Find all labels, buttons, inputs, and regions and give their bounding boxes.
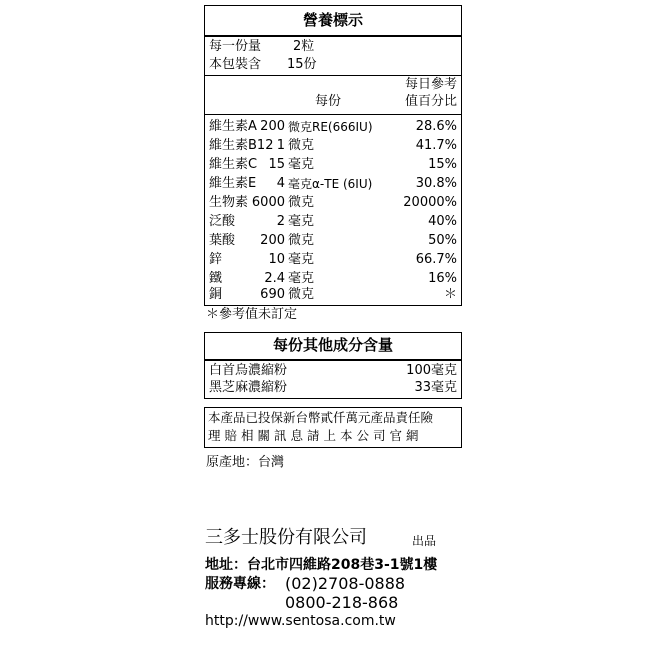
nutrient-dv: 41.7% (415, 138, 457, 153)
nutrient-unit: 微克 (288, 195, 315, 210)
phone-number-2: 0800-218-868 (285, 593, 399, 612)
other-components-panel (204, 332, 462, 399)
nutrient-dv: 16% (428, 271, 457, 286)
servings-per-pack-value: 15份 (287, 57, 317, 72)
company-suffix: 出品 (412, 534, 437, 548)
nutrient-dv: 20000% (403, 195, 457, 210)
component-value: 100毫克 (406, 363, 457, 378)
nutrient-dv: 15% (428, 157, 457, 172)
nutrient-unit: 毫克 (288, 271, 315, 286)
nutrient-name: 泛酸 (209, 214, 236, 229)
nutrient-unit: 微克 (288, 138, 315, 153)
nutrient-unit: 毫克 (288, 157, 315, 172)
company-name: 三多士股份有限公司 (205, 527, 367, 548)
nutrient-amount: 15 (268, 157, 285, 172)
nutrient-dv: ＊ (443, 287, 457, 302)
company-address: 地址：台北市四維路208巷3-1號1樓 (205, 557, 438, 573)
serving-size-label: 每一份量 (209, 39, 262, 54)
nutrient-amount: 6000 (251, 195, 285, 210)
nutrient-amount: 1 (276, 138, 285, 153)
insurance-line-1: 本產品已投保新台幣貳仟萬元產品責任險 (208, 410, 434, 425)
nutrient-name: 維生素C (209, 157, 258, 172)
nutrient-unit: 微克 (288, 233, 315, 248)
other-components-title: 每份其他成分含量 (272, 336, 393, 354)
nutrient-dv: 40% (428, 214, 457, 229)
nutrient-name: 葉酸 (209, 233, 236, 248)
column-dv-header-line2: 值百分比 (404, 94, 457, 109)
nutrient-name: 維生素E (209, 176, 257, 191)
nutrient-unit: 微克RE(666IU) (288, 120, 373, 134)
serving-size-value: 2粒 (293, 39, 315, 54)
divider (205, 359, 461, 361)
nutrient-name: 維生素A (209, 119, 257, 134)
divider (205, 35, 461, 37)
divider (205, 114, 461, 115)
servings-per-pack-label: 本包裝含 (209, 57, 262, 72)
nutrient-amount: 2 (276, 214, 285, 229)
phone-number-1: (02)2708-0888 (285, 574, 406, 593)
nutrition-facts-panel (204, 5, 462, 306)
nutrient-unit: 毫克 (288, 214, 315, 229)
component-value: 33毫克 (414, 380, 457, 395)
nutrient-unit: 微克 (288, 287, 315, 302)
nutrient-unit: 毫克α-TE (6IU) (288, 177, 373, 191)
divider (205, 75, 461, 76)
nutrient-name: 銅 (209, 287, 223, 302)
nutrient-amount: 200 (260, 119, 285, 134)
nutrient-amount: 200 (260, 233, 285, 248)
nutrient-name: 生物素 (209, 195, 249, 210)
column-dv-header-line1: 每日參考 (404, 77, 457, 92)
company-website[interactable]: http://www.sentosa.com.tw (205, 613, 396, 629)
nutrient-dv: 28.6% (415, 119, 457, 134)
nutrient-amount: 690 (260, 287, 285, 302)
nutrient-dv: 50% (428, 233, 457, 248)
component-name: 黑芝麻濃縮粉 (209, 380, 288, 395)
nutrient-dv: 66.7% (415, 252, 457, 267)
nutrient-name: 鐵 (209, 271, 223, 286)
component-name: 白首烏濃縮粉 (209, 363, 288, 378)
nutrient-name: 維生素B12 (209, 138, 274, 153)
nutrient-amount: 10 (268, 252, 285, 267)
nutrient-unit: 毫克 (288, 252, 315, 267)
insurance-notice (204, 407, 462, 448)
nutrient-name: 鋅 (209, 252, 223, 267)
column-per-serving-header: 每份 (315, 94, 342, 109)
phone-label: 服務專線： (205, 576, 275, 592)
origin-label: 原產地：台灣 (206, 455, 285, 470)
footnote: ＊參考值未訂定 (206, 307, 298, 322)
nutrient-dv: 30.8% (415, 176, 457, 191)
nutrient-amount: 2.4 (264, 271, 285, 286)
nutrient-amount: 4 (276, 176, 285, 191)
nutrition-title: 營養標示 (302, 11, 363, 29)
insurance-line-2: 理賠相關訊息請上本公司官網 (208, 428, 423, 443)
